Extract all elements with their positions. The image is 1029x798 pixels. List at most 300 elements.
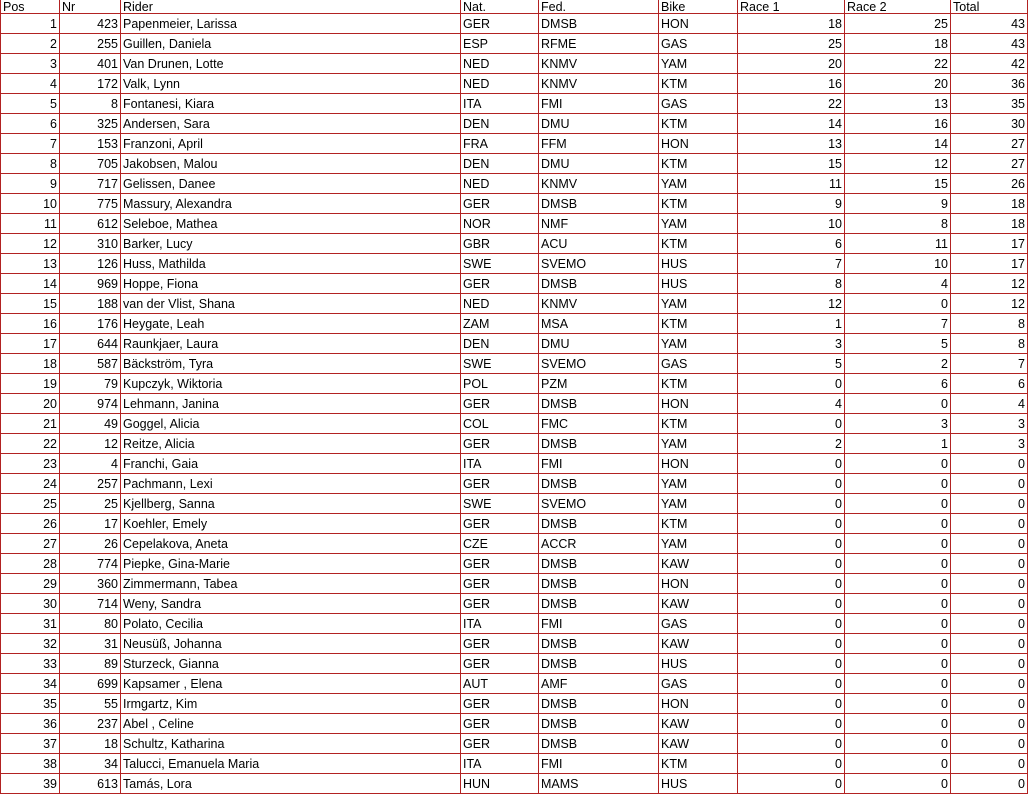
rider-cell: Jakobsen, Malou	[121, 154, 461, 174]
bike-cell: KTM	[659, 414, 738, 434]
race1-cell: 0	[738, 674, 845, 694]
total-cell: 18	[951, 194, 1028, 214]
fed-cell: DMSB	[539, 194, 659, 214]
nr-cell: 80	[60, 614, 121, 634]
race2-cell: 11	[845, 234, 951, 254]
rider-cell: van der Vlist, Shana	[121, 294, 461, 314]
nat-cell: POL	[461, 374, 539, 394]
race2-cell: 12	[845, 154, 951, 174]
fed-cell: MAMS	[539, 774, 659, 794]
race2-cell: 0	[845, 674, 951, 694]
rider-cell: Huss, Mathilda	[121, 254, 461, 274]
bike-cell: KAW	[659, 634, 738, 654]
fed-cell: DMSB	[539, 474, 659, 494]
bike-cell: YAM	[659, 474, 738, 494]
table-row	[1, 254, 1028, 274]
pos-cell: 6	[1, 114, 60, 134]
race1-cell: 22	[738, 94, 845, 114]
rider-cell: Irmgartz, Kim	[121, 694, 461, 714]
nat-cell: GER	[461, 654, 539, 674]
race2-cell: 2	[845, 354, 951, 374]
rider-cell: Schultz, Katharina	[121, 734, 461, 754]
nat-cell: GER	[461, 274, 539, 294]
nat-cell: FRA	[461, 134, 539, 154]
table-row	[1, 654, 1028, 674]
pos-cell: 1	[1, 14, 60, 34]
nat-cell: NOR	[461, 214, 539, 234]
nat-cell: GER	[461, 394, 539, 414]
nat-cell: DEN	[461, 114, 539, 134]
race1-cell: 16	[738, 74, 845, 94]
col-header-bike: Bike	[659, 0, 738, 14]
col-header-nr: Nr	[60, 0, 121, 14]
rider-cell: Papenmeier, Larissa	[121, 14, 461, 34]
fed-cell: DMSB	[539, 394, 659, 414]
rider-cell: Sturzeck, Gianna	[121, 654, 461, 674]
nat-cell: SWE	[461, 494, 539, 514]
fed-cell: KNMV	[539, 54, 659, 74]
total-cell: 0	[951, 614, 1028, 634]
race1-cell: 4	[738, 394, 845, 414]
fed-cell: KNMV	[539, 74, 659, 94]
race2-cell: 0	[845, 714, 951, 734]
pos-cell: 30	[1, 594, 60, 614]
col-header-nat: Nat.	[461, 0, 539, 14]
fed-cell: DMSB	[539, 14, 659, 34]
bike-cell: YAM	[659, 54, 738, 74]
rider-cell: Lehmann, Janina	[121, 394, 461, 414]
race1-cell: 6	[738, 234, 845, 254]
total-cell: 0	[951, 634, 1028, 654]
bike-cell: HON	[659, 694, 738, 714]
col-header-total: Total	[951, 0, 1028, 14]
rider-cell: Seleboe, Mathea	[121, 214, 461, 234]
total-cell: 0	[951, 654, 1028, 674]
rider-cell: Valk, Lynn	[121, 74, 461, 94]
race2-cell: 0	[845, 734, 951, 754]
table-row	[1, 194, 1028, 214]
col-header-fed: Fed.	[539, 0, 659, 14]
nr-cell: 34	[60, 754, 121, 774]
fed-cell: MSA	[539, 314, 659, 334]
rider-cell: Pachmann, Lexi	[121, 474, 461, 494]
rider-cell: Piepke, Gina-Marie	[121, 554, 461, 574]
bike-cell: HON	[659, 14, 738, 34]
race1-cell: 0	[738, 474, 845, 494]
pos-cell: 36	[1, 714, 60, 734]
rider-cell: Polato, Cecilia	[121, 614, 461, 634]
nr-cell: 423	[60, 14, 121, 34]
race2-cell: 0	[845, 654, 951, 674]
bike-cell: YAM	[659, 534, 738, 554]
race2-cell: 0	[845, 394, 951, 414]
race1-cell: 0	[738, 714, 845, 734]
race1-cell: 10	[738, 214, 845, 234]
table-row	[1, 174, 1028, 194]
pos-cell: 23	[1, 454, 60, 474]
fed-cell: DMSB	[539, 594, 659, 614]
total-cell: 0	[951, 454, 1028, 474]
pos-cell: 32	[1, 634, 60, 654]
rider-cell: Massury, Alexandra	[121, 194, 461, 214]
race1-cell: 0	[738, 454, 845, 474]
header-row	[1, 0, 1028, 14]
nr-cell: 25	[60, 494, 121, 514]
total-cell: 0	[951, 534, 1028, 554]
nat-cell: GER	[461, 14, 539, 34]
nat-cell: GER	[461, 694, 539, 714]
rider-cell: Hoppe, Fiona	[121, 274, 461, 294]
col-header-race2: Race 2	[845, 0, 951, 14]
race1-cell: 0	[738, 694, 845, 714]
race2-cell: 22	[845, 54, 951, 74]
pos-cell: 7	[1, 134, 60, 154]
nat-cell: ESP	[461, 34, 539, 54]
table-row	[1, 514, 1028, 534]
nr-cell: 153	[60, 134, 121, 154]
total-cell: 12	[951, 274, 1028, 294]
race2-cell: 14	[845, 134, 951, 154]
rider-cell: Goggel, Alicia	[121, 414, 461, 434]
fed-cell: SVEMO	[539, 354, 659, 374]
table-row	[1, 334, 1028, 354]
table-row	[1, 494, 1028, 514]
table-header	[1, 0, 1028, 14]
total-cell: 3	[951, 434, 1028, 454]
nr-cell: 237	[60, 714, 121, 734]
race2-cell: 0	[845, 634, 951, 654]
rider-cell: Reitze, Alicia	[121, 434, 461, 454]
rider-cell: Talucci, Emanuela Maria	[121, 754, 461, 774]
nat-cell: ZAM	[461, 314, 539, 334]
pos-cell: 38	[1, 754, 60, 774]
pos-cell: 34	[1, 674, 60, 694]
race1-cell: 25	[738, 34, 845, 54]
nat-cell: HUN	[461, 774, 539, 794]
nr-cell: 4	[60, 454, 121, 474]
pos-cell: 20	[1, 394, 60, 414]
fed-cell: DMSB	[539, 654, 659, 674]
table-row	[1, 274, 1028, 294]
race2-cell: 0	[845, 754, 951, 774]
nr-cell: 325	[60, 114, 121, 134]
nr-cell: 255	[60, 34, 121, 54]
pos-cell: 17	[1, 334, 60, 354]
total-cell: 8	[951, 334, 1028, 354]
total-cell: 0	[951, 754, 1028, 774]
race1-cell: 9	[738, 194, 845, 214]
bike-cell: KTM	[659, 374, 738, 394]
pos-cell: 9	[1, 174, 60, 194]
table-row	[1, 214, 1028, 234]
rider-cell: Raunkjaer, Laura	[121, 334, 461, 354]
col-header-pos: Pos	[1, 0, 60, 14]
table-row	[1, 614, 1028, 634]
total-cell: 36	[951, 74, 1028, 94]
nat-cell: GER	[461, 474, 539, 494]
nr-cell: 401	[60, 54, 121, 74]
nr-cell: 969	[60, 274, 121, 294]
fed-cell: KNMV	[539, 294, 659, 314]
table-row	[1, 554, 1028, 574]
race1-cell: 0	[738, 574, 845, 594]
race1-cell: 2	[738, 434, 845, 454]
nat-cell: SWE	[461, 354, 539, 374]
rider-cell: Kjellberg, Sanna	[121, 494, 461, 514]
fed-cell: DMSB	[539, 434, 659, 454]
rider-cell: Fontanesi, Kiara	[121, 94, 461, 114]
race2-cell: 0	[845, 594, 951, 614]
race1-cell: 0	[738, 754, 845, 774]
bike-cell: KAW	[659, 594, 738, 614]
total-cell: 0	[951, 574, 1028, 594]
table-row	[1, 454, 1028, 474]
fed-cell: DMSB	[539, 514, 659, 534]
race2-cell: 16	[845, 114, 951, 134]
rider-cell: Abel , Celine	[121, 714, 461, 734]
table-row	[1, 114, 1028, 134]
fed-cell: DMU	[539, 154, 659, 174]
rider-cell: Guillen, Daniela	[121, 34, 461, 54]
table-row	[1, 134, 1028, 154]
race2-cell: 9	[845, 194, 951, 214]
nat-cell: ITA	[461, 94, 539, 114]
total-cell: 4	[951, 394, 1028, 414]
nr-cell: 17	[60, 514, 121, 534]
bike-cell: KAW	[659, 554, 738, 574]
bike-cell: KAW	[659, 734, 738, 754]
nr-cell: 126	[60, 254, 121, 274]
rider-cell: Neusüß, Johanna	[121, 634, 461, 654]
pos-cell: 13	[1, 254, 60, 274]
pos-cell: 14	[1, 274, 60, 294]
nat-cell: GER	[461, 434, 539, 454]
race2-cell: 0	[845, 554, 951, 574]
nr-cell: 774	[60, 554, 121, 574]
fed-cell: DMSB	[539, 634, 659, 654]
race1-cell: 0	[738, 734, 845, 754]
nr-cell: 12	[60, 434, 121, 454]
pos-cell: 15	[1, 294, 60, 314]
fed-cell: DMU	[539, 114, 659, 134]
rider-cell: Cepelakova, Aneta	[121, 534, 461, 554]
nat-cell: GER	[461, 554, 539, 574]
bike-cell: KTM	[659, 234, 738, 254]
rider-cell: Tamás, Lora	[121, 774, 461, 794]
nr-cell: 775	[60, 194, 121, 214]
total-cell: 0	[951, 514, 1028, 534]
pos-cell: 29	[1, 574, 60, 594]
nat-cell: COL	[461, 414, 539, 434]
table-body	[1, 14, 1028, 794]
nat-cell: SWE	[461, 254, 539, 274]
race1-cell: 14	[738, 114, 845, 134]
table-row	[1, 534, 1028, 554]
nat-cell: GER	[461, 514, 539, 534]
race2-cell: 7	[845, 314, 951, 334]
bike-cell: KTM	[659, 154, 738, 174]
fed-cell: PZM	[539, 374, 659, 394]
pos-cell: 39	[1, 774, 60, 794]
total-cell: 6	[951, 374, 1028, 394]
rider-cell: Andersen, Sara	[121, 114, 461, 134]
bike-cell: GAS	[659, 94, 738, 114]
bike-cell: YAM	[659, 294, 738, 314]
table-row	[1, 14, 1028, 34]
table-row	[1, 74, 1028, 94]
race2-cell: 1	[845, 434, 951, 454]
nat-cell: NED	[461, 54, 539, 74]
fed-cell: DMSB	[539, 734, 659, 754]
nat-cell: NED	[461, 294, 539, 314]
nr-cell: 172	[60, 74, 121, 94]
nr-cell: 310	[60, 234, 121, 254]
bike-cell: HON	[659, 574, 738, 594]
race1-cell: 0	[738, 614, 845, 634]
fed-cell: FMI	[539, 754, 659, 774]
total-cell: 18	[951, 214, 1028, 234]
bike-cell: HUS	[659, 774, 738, 794]
rider-cell: Kupczyk, Wiktoria	[121, 374, 461, 394]
pos-cell: 3	[1, 54, 60, 74]
fed-cell: KNMV	[539, 174, 659, 194]
bike-cell: HUS	[659, 654, 738, 674]
bike-cell: KTM	[659, 194, 738, 214]
race2-cell: 0	[845, 534, 951, 554]
total-cell: 17	[951, 254, 1028, 274]
bike-cell: GAS	[659, 614, 738, 634]
race2-cell: 0	[845, 574, 951, 594]
nr-cell: 31	[60, 634, 121, 654]
table-row	[1, 34, 1028, 54]
race1-cell: 0	[738, 534, 845, 554]
nr-cell: 8	[60, 94, 121, 114]
table-row	[1, 234, 1028, 254]
fed-cell: FFM	[539, 134, 659, 154]
total-cell: 8	[951, 314, 1028, 334]
nr-cell: 79	[60, 374, 121, 394]
table-row	[1, 674, 1028, 694]
nr-cell: 18	[60, 734, 121, 754]
table-row	[1, 574, 1028, 594]
table-row	[1, 774, 1028, 794]
race1-cell: 12	[738, 294, 845, 314]
fed-cell: DMSB	[539, 574, 659, 594]
nat-cell: NED	[461, 74, 539, 94]
col-header-rider: Rider	[121, 0, 461, 14]
pos-cell: 24	[1, 474, 60, 494]
fed-cell: DMU	[539, 334, 659, 354]
race1-cell: 20	[738, 54, 845, 74]
nat-cell: GER	[461, 594, 539, 614]
fed-cell: AMF	[539, 674, 659, 694]
race1-cell: 0	[738, 514, 845, 534]
nat-cell: DEN	[461, 154, 539, 174]
nr-cell: 612	[60, 214, 121, 234]
table-row	[1, 394, 1028, 414]
total-cell: 0	[951, 714, 1028, 734]
race2-cell: 13	[845, 94, 951, 114]
total-cell: 35	[951, 94, 1028, 114]
nr-cell: 613	[60, 774, 121, 794]
fed-cell: ACCR	[539, 534, 659, 554]
nat-cell: GER	[461, 634, 539, 654]
nat-cell: ITA	[461, 454, 539, 474]
fed-cell: DMSB	[539, 714, 659, 734]
table-row	[1, 434, 1028, 454]
race1-cell: 11	[738, 174, 845, 194]
nr-cell: 360	[60, 574, 121, 594]
total-cell: 0	[951, 474, 1028, 494]
nr-cell: 705	[60, 154, 121, 174]
fed-cell: DMSB	[539, 554, 659, 574]
nat-cell: ITA	[461, 614, 539, 634]
total-cell: 43	[951, 34, 1028, 54]
rider-cell: Gelissen, Danee	[121, 174, 461, 194]
fed-cell: NMF	[539, 214, 659, 234]
pos-cell: 11	[1, 214, 60, 234]
table-row	[1, 374, 1028, 394]
race2-cell: 18	[845, 34, 951, 54]
race2-cell: 6	[845, 374, 951, 394]
race1-cell: 8	[738, 274, 845, 294]
race1-cell: 18	[738, 14, 845, 34]
race1-cell: 0	[738, 634, 845, 654]
nr-cell: 644	[60, 334, 121, 354]
table-row	[1, 54, 1028, 74]
race2-cell: 0	[845, 494, 951, 514]
pos-cell: 22	[1, 434, 60, 454]
nr-cell: 587	[60, 354, 121, 374]
bike-cell: HUS	[659, 274, 738, 294]
race2-cell: 15	[845, 174, 951, 194]
table-row	[1, 314, 1028, 334]
race2-cell: 8	[845, 214, 951, 234]
rider-cell: Weny, Sandra	[121, 594, 461, 614]
table-row	[1, 474, 1028, 494]
pos-cell: 5	[1, 94, 60, 114]
total-cell: 7	[951, 354, 1028, 374]
table-row	[1, 94, 1028, 114]
pos-cell: 27	[1, 534, 60, 554]
total-cell: 0	[951, 554, 1028, 574]
nat-cell: CZE	[461, 534, 539, 554]
race1-cell: 1	[738, 314, 845, 334]
pos-cell: 33	[1, 654, 60, 674]
pos-cell: 25	[1, 494, 60, 514]
race1-cell: 15	[738, 154, 845, 174]
fed-cell: SVEMO	[539, 494, 659, 514]
total-cell: 3	[951, 414, 1028, 434]
bike-cell: KTM	[659, 114, 738, 134]
bike-cell: HON	[659, 454, 738, 474]
total-cell: 42	[951, 54, 1028, 74]
total-cell: 0	[951, 694, 1028, 714]
nr-cell: 49	[60, 414, 121, 434]
bike-cell: YAM	[659, 174, 738, 194]
total-cell: 26	[951, 174, 1028, 194]
nat-cell: ITA	[461, 754, 539, 774]
race1-cell: 0	[738, 414, 845, 434]
race1-cell: 7	[738, 254, 845, 274]
total-cell: 17	[951, 234, 1028, 254]
race2-cell: 0	[845, 454, 951, 474]
race1-cell: 0	[738, 594, 845, 614]
race2-cell: 0	[845, 294, 951, 314]
pos-cell: 8	[1, 154, 60, 174]
race2-cell: 4	[845, 274, 951, 294]
rider-cell: Koehler, Emely	[121, 514, 461, 534]
